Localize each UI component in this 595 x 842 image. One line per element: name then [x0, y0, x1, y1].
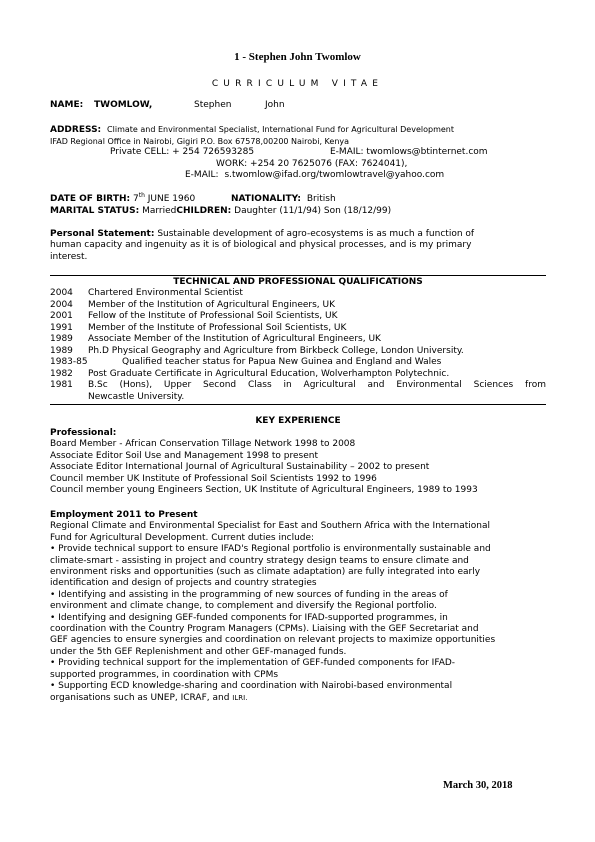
qualification-row — [50, 334, 546, 345]
dob-suffix: th — [138, 192, 145, 199]
middle-name: John — [265, 100, 285, 110]
date-of-birth-line — [50, 194, 195, 205]
footer-date: March 30, 2018 — [443, 780, 513, 791]
dob-day: 7 — [132, 194, 139, 204]
email-work: s.twomlow@ifad.org/twomlowtravel@yahoo.com — [224, 170, 445, 180]
qualification-text: Post Graduate Certificate in Agricultural Education, Wolverhampton Polytechnic. — [88, 369, 450, 379]
work-phone: WORK: +254 20 7625076 (FAX: 7624041), — [216, 159, 408, 169]
qualification-text: B.Sc (Hons), Upper Second Class in Agricultural and Environmental Sciences from — [88, 380, 546, 390]
employment-line: under the 5th GEF Replenishment and other GEF-managed funds. — [50, 646, 347, 657]
employment-line: • Identifying and designing GEF-funded components for IFAD-supported programmes, in — [50, 612, 448, 623]
employment-line: GEF agencies to ensure synergies and coordination on relevant projects to maximize opportunities — [50, 635, 496, 646]
professional-item: Council member UK Institute of Professional Soil Scientists 1992 to 1996 — [50, 473, 377, 484]
address-employer: Climate and Environmental Specialist, International Fund for Agricultural Development — [107, 125, 454, 134]
employment-line: Fund for Agricultural Development. Current duties include: — [50, 532, 315, 543]
children-label: CHILDREN: — [176, 206, 232, 216]
employment-line: • Identifying and assisting in the programming of new sources of funding in the areas of — [50, 589, 448, 600]
employment-line: coordination with the Country Program Managers (CPMs). Liaising with the GEF Secretariat and — [50, 624, 479, 635]
qualification-text: Member of the Institution of Agricultural Engineers, UK — [88, 300, 336, 310]
qualification-text: Qualified teacher status for Papua New Guinea and England and Wales — [122, 357, 442, 367]
email-personal: E-MAIL: twomlows@btinternet.com — [330, 147, 488, 157]
qualification-row — [50, 346, 546, 357]
divider — [50, 404, 546, 405]
employment-line: identification and design of projects and country strategies — [50, 578, 317, 589]
address-label: ADDRESS: — [50, 125, 102, 135]
divider — [50, 275, 546, 276]
statement-label: Personal Statement: — [50, 229, 155, 239]
professional-label: Professional: — [50, 428, 117, 438]
nationality: British — [306, 194, 336, 204]
qualification-text: Fellow of the Institute of Professional Soil Scientists, UK — [88, 311, 338, 321]
professional-item: Council member young Engineers Section, UK Institute of Agricultural Engineers, 1989 to 1993 — [50, 485, 478, 496]
qualifications-heading: TECHNICAL AND PROFESSIONAL QUALIFICATIONS — [173, 277, 423, 287]
nationality-label: NATIONALITY: — [231, 194, 301, 204]
qualification-row — [50, 288, 546, 299]
employment-line: climate-smart - assisting in project and country strategy design teams to ensure climate and — [50, 555, 469, 566]
professional-item: Associate Editor International Journal of Agricultural Sustainability – 2002 to present — [50, 462, 430, 473]
qualification-year: 2001 — [50, 311, 73, 321]
employment-line-last — [50, 693, 546, 704]
address-line-2: IFAD Regional Office in Nairobi, Gigiri P.O. Box 67578,00200 Nairobi, Kenya — [50, 137, 350, 146]
qualification-row — [50, 323, 546, 334]
employment-line: supported programmes, in coordination with CPMs — [50, 669, 279, 680]
dob-label: DATE OF BIRTH: — [50, 194, 131, 204]
qualification-year: 1991 — [50, 323, 73, 333]
qualification-text: Member of the Institute of Professional Soil Scientists, UK — [88, 323, 347, 333]
surname: TWOMLOW, — [94, 100, 153, 110]
qualification-text: Newcastle University. — [88, 392, 185, 402]
qualification-row — [50, 369, 546, 380]
statement-line-1: Sustainable development of agro-ecosystems is as much a function of — [157, 229, 475, 239]
qualification-text: Associate Member of the Institution of Agricultural Engineers, UK — [88, 334, 381, 344]
employment-line: • Provide technical support to ensure IFAD's Regional portfolio is environmentally sustainable and — [50, 544, 491, 555]
nationality-line — [231, 194, 336, 205]
dob-rest: JUNE 1960 — [147, 194, 196, 204]
marital-line — [50, 206, 391, 217]
qualification-year: 1983-85 — [50, 357, 88, 367]
employment-section — [50, 510, 546, 704]
email-work-line — [185, 170, 444, 181]
qualification-year: 2004 — [50, 300, 73, 310]
employment-line-main: organisations such as UNEP, ICRAF, and — [50, 692, 230, 703]
professional-item: Associate Editor Soil Use and Management 1998 to present — [50, 450, 318, 461]
email-work-label: E-MAIL: — [185, 170, 219, 180]
employment-line: • Providing technical support for the implementation of GEF-funded components for IFAD- — [50, 658, 456, 669]
employment-line: Regional Climate and Environmental Specialist for East and Southern Africa with the International — [50, 521, 490, 532]
personal-statement — [50, 229, 546, 263]
employment-line: • Supporting ECD knowledge-sharing and coordination with Nairobi-based environmental — [50, 681, 453, 692]
employment-line: environment risks and opportunities (such as climate adaptation) are fully integrated into early — [50, 567, 481, 578]
statement-line-3: interest. — [50, 251, 88, 262]
experience-heading: KEY EXPERIENCE — [255, 416, 341, 426]
qualification-text: Ph.D Physical Geography and Agriculture from Birkbeck College, London University. — [88, 346, 464, 356]
private-cell: Private CELL: + 254 726593285 — [110, 147, 255, 157]
qualification-row — [50, 300, 546, 311]
qualification-year: 1989 — [50, 346, 73, 356]
name-label: NAME: — [50, 100, 84, 110]
qualification-year: 1989 — [50, 334, 73, 344]
employment-heading: Employment 2011 to Present — [50, 510, 198, 520]
qualification-year: 1981 — [50, 380, 73, 390]
address-line-1 — [50, 124, 454, 136]
employment-line-small: ILRI. — [232, 693, 248, 702]
professional-section — [50, 428, 546, 496]
employment-line: environment and climate change, to complement and diversify the Regional portfolio. — [50, 601, 437, 612]
qualification-continuation — [50, 392, 546, 403]
cv-heading: CURRICULUM VITAE — [211, 79, 384, 89]
children: Daughter (11/1/94) Son (18/12/99) — [234, 206, 392, 216]
professional-item: Board Member - African Conservation Tillage Network 1998 to 2008 — [50, 439, 356, 450]
qualification-row — [50, 380, 546, 391]
marital-label: MARITAL STATUS: — [50, 206, 140, 216]
name-line — [50, 100, 83, 111]
document-title: 1 - Stephen John Twomlow — [234, 51, 361, 63]
qualification-row — [50, 311, 546, 322]
qualification-text: Chartered Environmental Scientist — [88, 288, 243, 298]
statement-line-2: human capacity and ingenuity as it is of biological and physical processes, and is my primary — [50, 240, 472, 251]
marital-status: Married — [142, 206, 177, 216]
qualification-row — [50, 357, 546, 368]
first-name: Stephen — [194, 100, 232, 110]
qualification-year: 1982 — [50, 369, 73, 379]
qualification-year: 2004 — [50, 288, 73, 298]
